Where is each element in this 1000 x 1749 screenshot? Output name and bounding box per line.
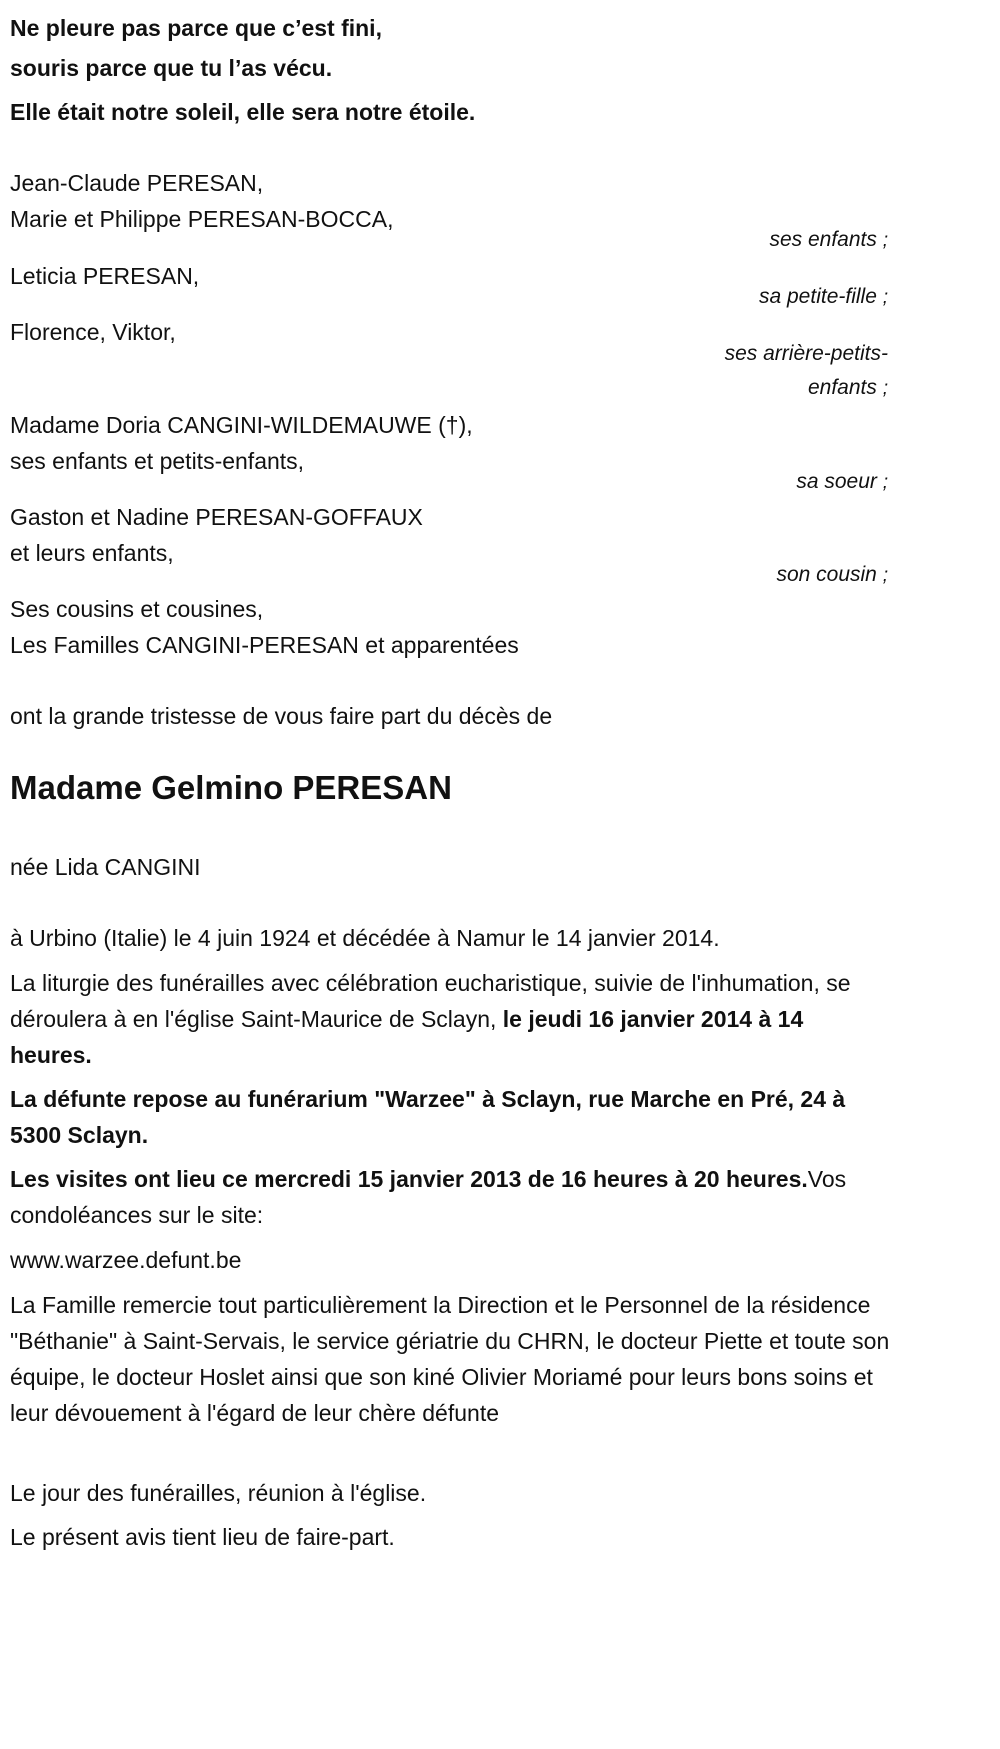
family-name: Leticia PERESAN, xyxy=(10,263,200,289)
thanks: La Famille remercie tout particulièrement la Direction et le Personnel de la résidence "Béthanie" à Saint-Servais, le service gériatrie du CHRN, le docteur Piette et toute son équipe, le docteur Hoslet ainsi que son kiné Olivier Moriamé pour leurs bons soins et leur dévouement à l'égard de leur chère défunte xyxy=(10,1292,890,1426)
relation-label: ses enfants ; xyxy=(769,228,888,251)
relation-label: ses arrière-petits- enfants ; xyxy=(724,342,888,399)
poem-line: Elle était notre soleil, elle sera notre étoile. xyxy=(10,99,476,125)
poem xyxy=(10,8,890,132)
meeting-info: Le jour des funérailles, réunion à l'église. xyxy=(10,1480,427,1506)
family-name: Ses cousins et cousines, xyxy=(10,596,264,622)
birth-death: à Urbino (Italie) le 4 juin 1924 et décédée à Namur le 14 janvier 2014. xyxy=(10,925,720,951)
repose-info: La défunte repose au funérarium "Warzee" à Sclayn, rue Marche en Pré, 24 à 5300 Sclayn. xyxy=(10,1086,846,1148)
family-others xyxy=(10,591,890,663)
relation-label: son cousin ; xyxy=(776,563,888,586)
family-name: Les Familles CANGINI-PERESAN et apparentées xyxy=(10,632,519,658)
notice-info: Le présent avis tient lieu de faire-part. xyxy=(10,1524,395,1550)
born-name: née Lida CANGINI xyxy=(10,854,201,880)
family-name: Marie et Philippe PERESAN-BOCCA, xyxy=(10,206,394,232)
poem-line: souris parce que tu l’as vécu. xyxy=(10,55,333,81)
liturgy-info: La liturgie des funérailles avec célébration eucharistique, suivie de l'inhumation, se déroulera à en l'église Saint-Maurice de Sclayn, le jeudi 16 janvier 2014 à 14 heures. xyxy=(10,970,851,1068)
family-name: Jean-Claude PERESAN, xyxy=(10,170,264,196)
website-link[interactable]: www.warzee.defunt.be xyxy=(10,1247,242,1273)
relation-label: sa petite-fille ; xyxy=(758,285,888,308)
family-name: Florence, Viktor, xyxy=(10,319,176,345)
family-name: ses enfants et petits-enfants, xyxy=(10,448,305,474)
visits-info: Les visites ont lieu ce mercredi 15 janvier 2013 de 16 heures à 20 heures.Vos condoléances sur le site: xyxy=(10,1166,847,1228)
family-name: Madame Doria CANGINI-WILDEMAUWE (†), xyxy=(10,412,473,438)
relation-label: sa soeur ; xyxy=(796,470,888,493)
announcement: ont la grande tristesse de vous faire part du décès de xyxy=(10,703,553,729)
family-name: et leurs enfants, xyxy=(10,540,174,566)
deceased-name: Madame Gelmino PERESAN xyxy=(10,769,452,806)
poem-line: Ne pleure pas parce que c’est fini, xyxy=(10,15,382,41)
family-name: Gaston et Nadine PERESAN-GOFFAUX xyxy=(10,504,423,530)
